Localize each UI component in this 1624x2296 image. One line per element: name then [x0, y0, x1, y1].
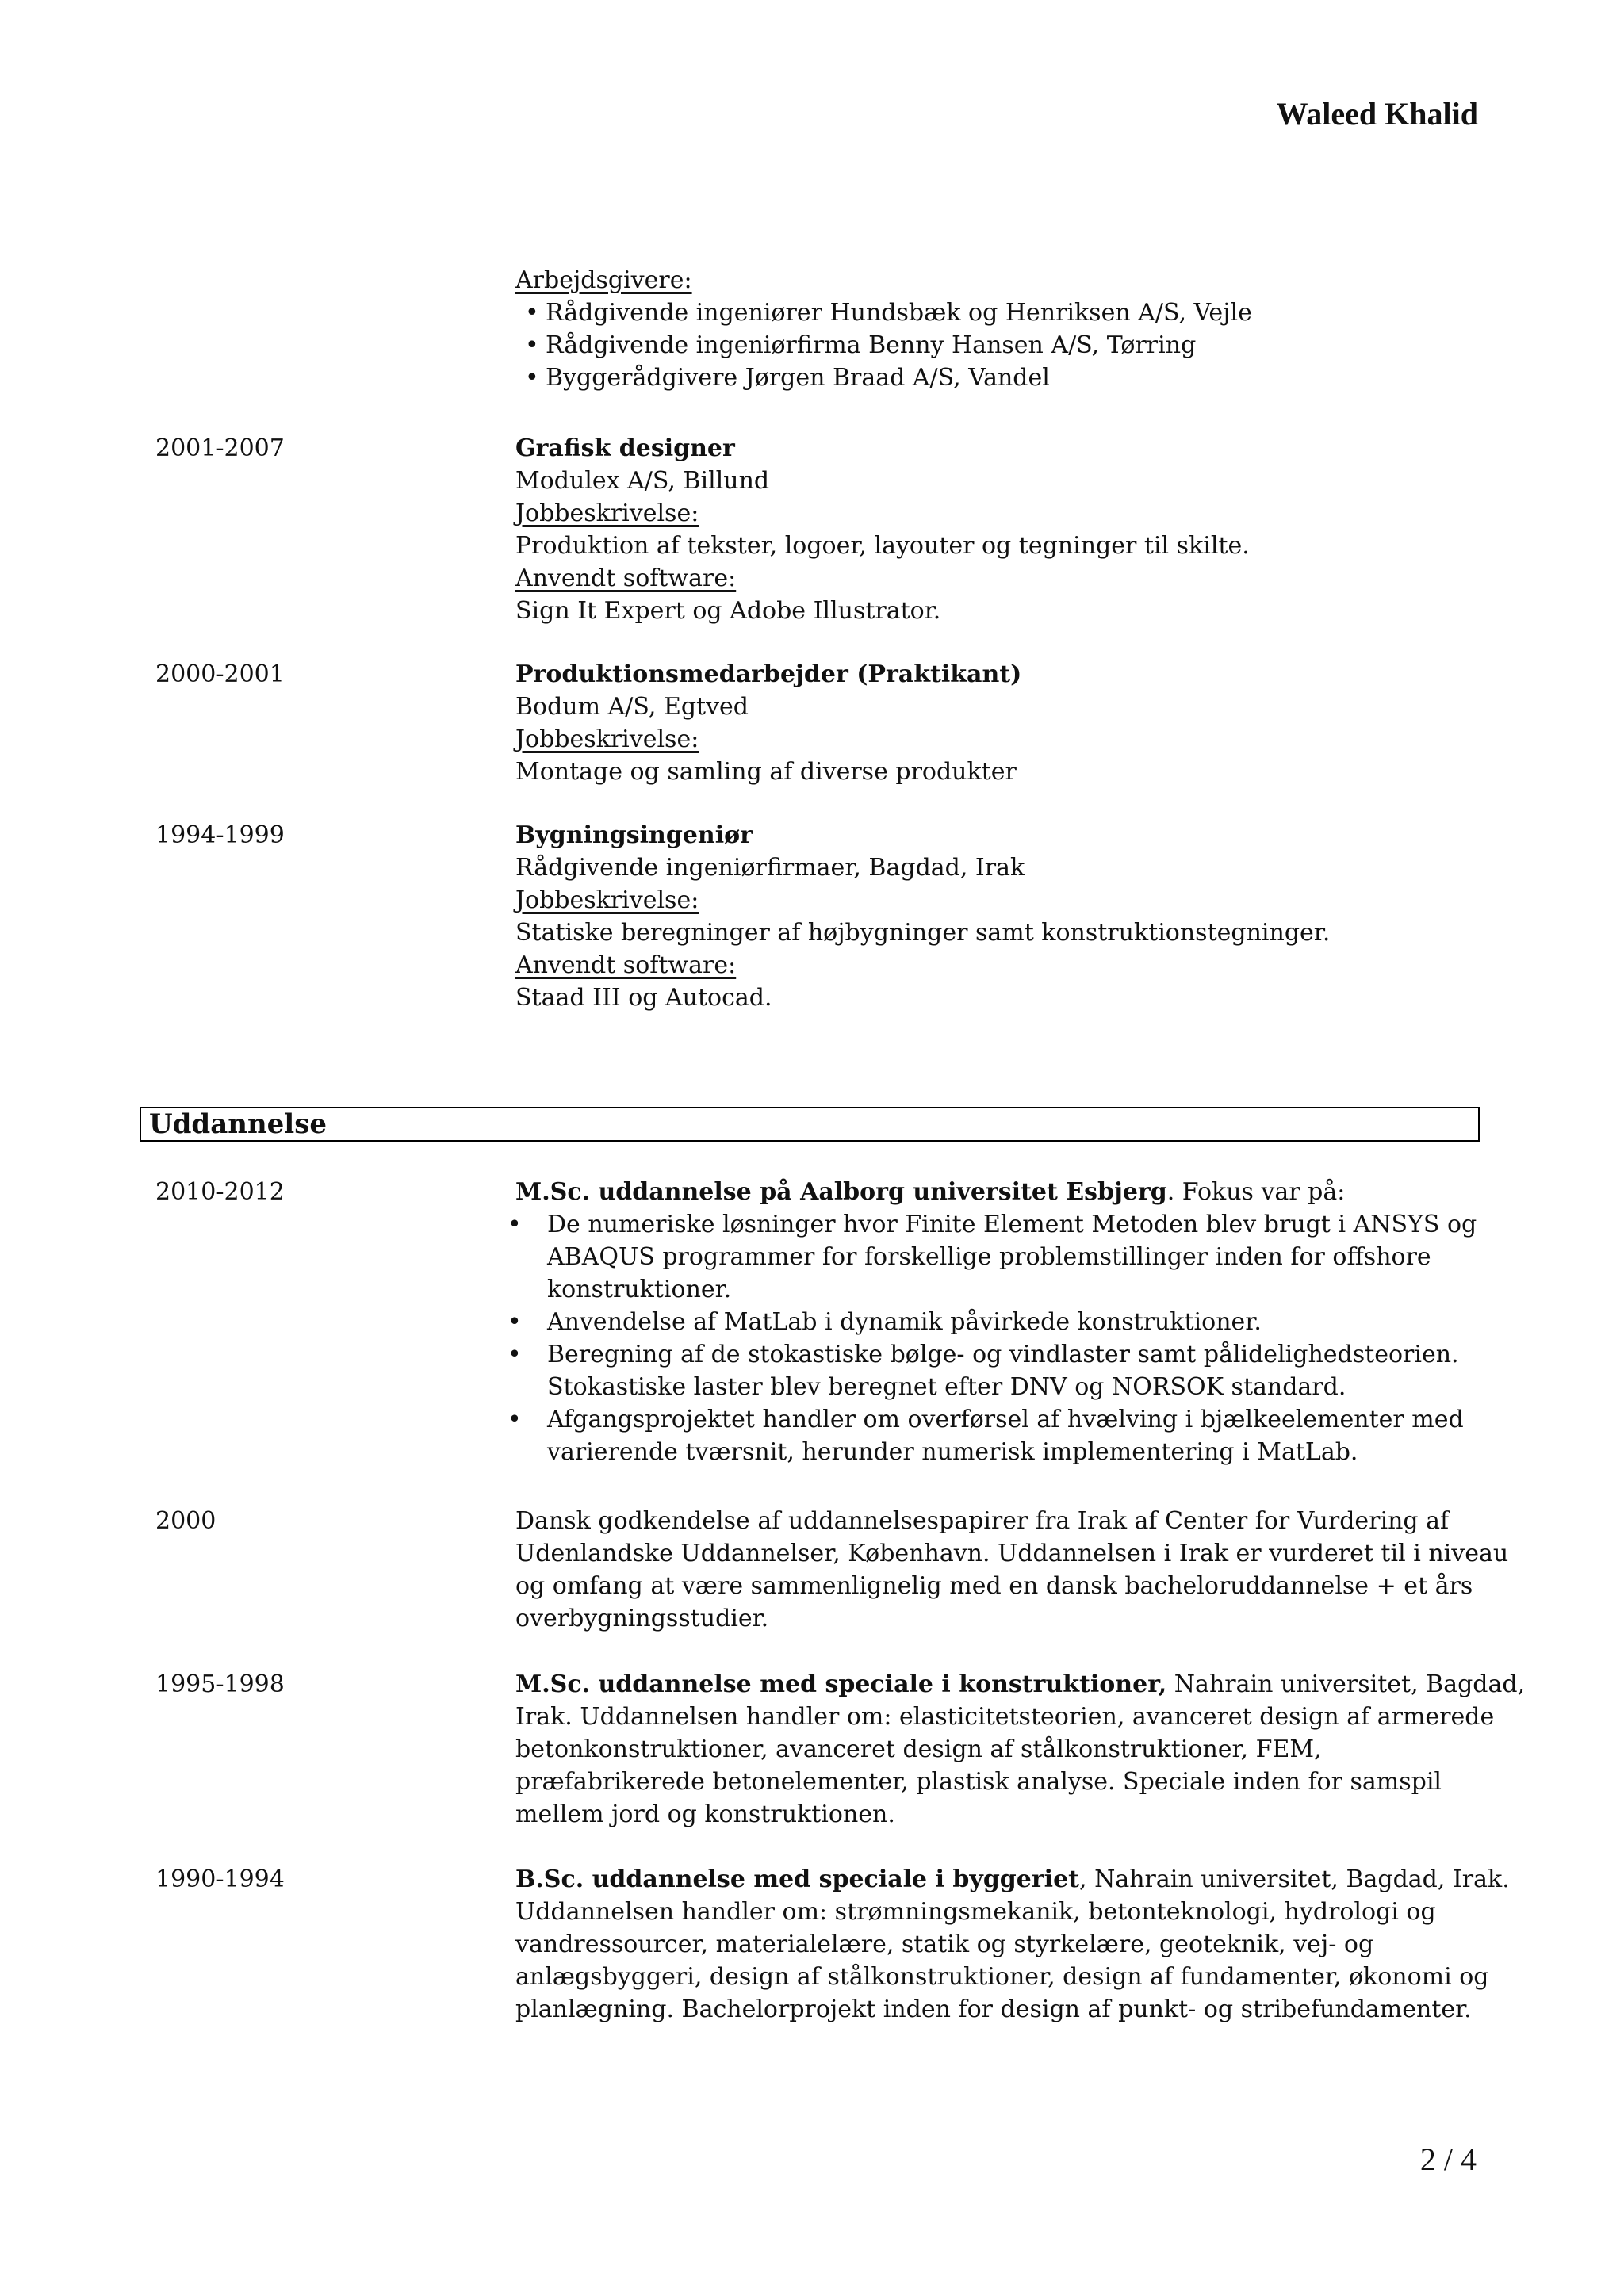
job-desc-label: Jobbeskrivelse:	[515, 886, 699, 914]
bullet-icon: •	[508, 1211, 522, 1238]
job-software-label: Anvendt software:	[515, 951, 737, 979]
job-desc: Statiske beregninger af højbygninger samt konstruktionstegninger.	[515, 919, 1331, 947]
job-title: Grafisk designer	[515, 434, 735, 462]
job-desc: Produktion af tekster, logoer, layouter og tegninger til skilte.	[515, 532, 1250, 560]
list-item: • Rådgivende ingeniører Hundsbæk og Henriksen A/S, Vejle	[515, 297, 1467, 329]
education-title: M.Sc. uddannelse med speciale i konstruktioner,	[515, 1670, 1167, 1698]
job-software-label: Anvendt software:	[515, 564, 737, 592]
section-heading-education	[140, 1107, 1480, 1142]
education-title: M.Sc. uddannelse på Aalborg universitet Esbjerg	[515, 1178, 1167, 1206]
education-title: B.Sc. uddannelse med speciale i byggeriet	[515, 1866, 1080, 1893]
page-number: 2 / 4	[1419, 2141, 1477, 2177]
list-item: • Byggerådgivere Jørgen Braad A/S, Vandel	[515, 362, 1467, 394]
job-period: 2001-2007	[155, 434, 285, 462]
education-period: 1990-1994	[155, 1866, 285, 1893]
job-desc-label: Jobbeskrivelse:	[515, 725, 699, 753]
job-period: 1994-1999	[155, 821, 285, 849]
cv-page: Waleed Khalid Arbejdsgivere: • Rådgivende ingeniører Hundsbæk og Henriksen A/S, Vejle • Rådgivende ingeniørfirma Benny Hansen A/S, Tørring • Byggerådgivere Jørgen Braad A/S, Vandel 2001-2007 Grafisk designer Modulex A/S, Billund Jobbeskrivelse: Produktion af tekster, logoer, layouter og tegninger til skilte. Anvendt software: Sign It Expert og Adobe Illustrator. 2000-2001 Produktionsmedarbejder (Praktikant) Bodum A/S, Egtved Jobbeskrivelse: Montage og samling af diverse produkter 1994-1999 Bygningsingeniør Rådgivende ingeniørfirmaer, Bagdad, Irak Jobbeskrivelse: Statiske beregninger af højbygninger samt konstruktionstegninger. Anvendt software: Staad III og Autocad. Uddannelse 2010-2012 M.Sc. uddannelse på Aalborg universitet Esbjerg. Fokus var på: • De numeriske løsninger hvor Finite Element Metoden blev brugt i ANSYS og ABAQUS programmer for forskellige problemstillinger inden for offshore konstruktioner. • Anvendelse af MatLab i dynamik påvirkede konstruktioner. • Beregning af de stokastiske bølge- og vindlaster samt pålidelighedsteorien. Stokastiske laster blev beregnet efter DNV og NORSOK standard. • Afgangsprojektet handler om overførsel af hvælving i bjælkeelementer med varierende tværsnit, herunder numerisk implementering i MatLab. 2000 Dansk godkendelse af uddannelsespapirer fra Irak af Center for Vurdering af Udenlandske Uddannelser, København. Uddannelsen i Irak er vurderet til i niveau og omfang at være sammenlignelig med en dansk bacheloruddannelse + et års overbygningsstudier. 1995-1998 M.Sc. uddannelse med speciale i konstruktioner, Nahrain universitet, Bagdad, Irak. Uddannelsen handler om: elasticitetsteorien, avanceret design af armerede betonkonstruktioner, avanceret design af stålkonstruktioner, FEM, præfabrikerede betonelementer, plastisk analyse. Speciale inden for samspil mellem jord og konstruktionen. 1990-1994 B.Sc. uddannelse med speciale i byggeriet, Nahrain universitet, Bagdad, Irak. Uddannelsen handler om: strømningsmekanik, betonteknologi, hydrologi og vandressourcer, materialelære, statik og styrkelære, geoteknik, vej- og anlægsbyggeri, design af stålkonstruktioner, design af fundamenter, økonomi og planlægning. Bachelorprojekt inden for design af punkt- og stribefundamenter. 2 / 4	[0, 0, 1624, 2296]
job-desc: Montage og samling af diverse produkter	[515, 758, 1017, 786]
bullet-icon: •	[508, 1341, 522, 1368]
job-software: Staad III og Autocad.	[515, 984, 772, 1012]
education-period: 1995-1998	[155, 1670, 285, 1698]
employers-label: Arbejdsgivere:	[515, 266, 692, 294]
education-title-suffix: . Fokus var på:	[1166, 1178, 1346, 1206]
bullet-icon: •	[525, 299, 539, 327]
bullet-icon: •	[525, 364, 539, 392]
header-name: Waleed Khalid	[1276, 96, 1478, 132]
job-software: Sign It Expert og Adobe Illustrator.	[515, 597, 941, 625]
list-item: • Afgangsprojektet handler om overførsel af hvælving i bjælkeelementer med varierende tværsnit, herunder numerisk implementering i MatLab.	[515, 1403, 1467, 1468]
job-company: Rådgivende ingeniørfirmaer, Bagdad, Irak	[515, 854, 1025, 882]
bullet-icon: •	[525, 331, 539, 359]
bullet-icon: •	[508, 1308, 522, 1336]
job-period: 2000-2001	[155, 660, 285, 688]
job-title: Bygningsingeniør	[515, 821, 753, 849]
list-item: • Rådgivende ingeniørfirma Benny Hansen A/S, Tørring	[515, 329, 1467, 362]
section-title: Uddannelse	[149, 1108, 327, 1140]
list-item: • De numeriske løsninger hvor Finite Element Metoden blev brugt i ANSYS og ABAQUS programmer for forskellige problemstillinger inden for offshore konstruktioner.	[515, 1208, 1467, 1306]
job-company: Modulex A/S, Billund	[515, 467, 770, 495]
list-item: • Beregning af de stokastiske bølge- og vindlaster samt pålidelighedsteorien. Stokastiske laster blev beregnet efter DNV og NORSOK standard.	[515, 1338, 1467, 1403]
education-period: 2010-2012	[155, 1178, 285, 1206]
job-company: Bodum A/S, Egtved	[515, 693, 749, 721]
education-period: 2000	[155, 1507, 216, 1535]
list-item: • Anvendelse af MatLab i dynamik påvirkede konstruktioner.	[515, 1306, 1467, 1338]
job-desc-label: Jobbeskrivelse:	[515, 499, 699, 527]
job-title: Produktionsmedarbejder (Praktikant)	[515, 660, 1022, 688]
bullet-icon: •	[508, 1406, 522, 1433]
